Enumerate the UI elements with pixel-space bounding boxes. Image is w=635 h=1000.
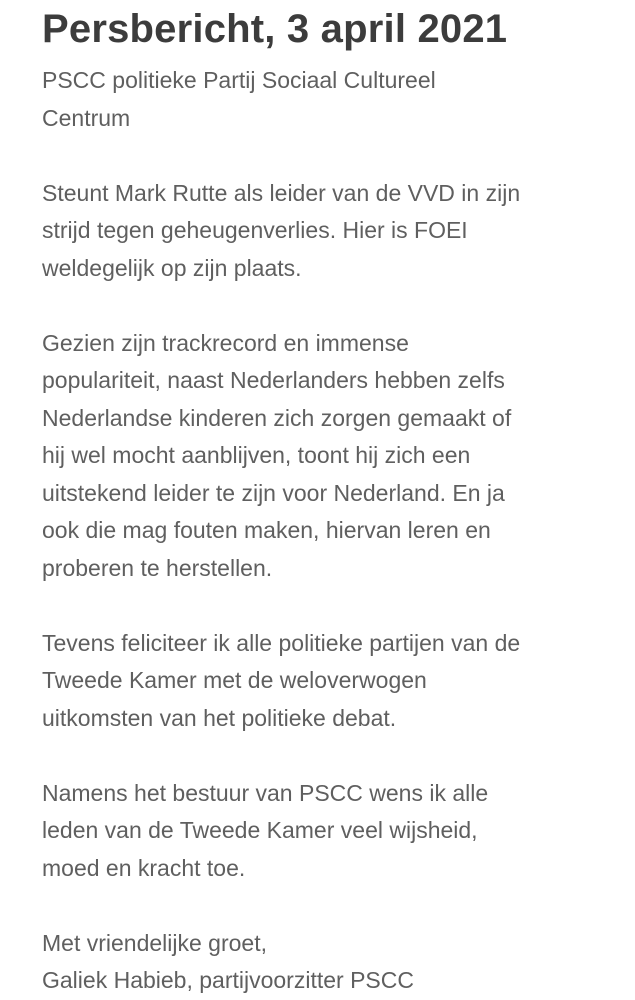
paragraph-trackrecord — [42, 325, 612, 588]
text-line: proberen te herstellen. — [42, 554, 273, 581]
closing-signature: Galiek Habieb, partijvoorzitter PSCC — [42, 967, 414, 993]
text-line: strijd tegen geheugenverlies. Hier is FOEI — [42, 217, 468, 243]
text-line: Tweede Kamer met de weloverwogen — [42, 667, 427, 693]
text-line: ook die mag fouten maken, hiervan leren en — [42, 517, 491, 543]
closing-greeting: Met vriendelijke groet, — [42, 929, 267, 956]
text-line: leden van de Tweede Kamer veel wijsheid, — [42, 817, 478, 843]
text-line: uitstekend leider te zijn voor Nederland. En ja — [42, 479, 505, 506]
press-release — [42, 0, 612, 1000]
text-line: Nederlandse kinderen zich zorgen gemaakt of — [42, 404, 512, 431]
text-line: hij wel mocht aanblijven, toont hij zich een — [42, 442, 471, 468]
text-line: Tevens feliciteer ik alle politieke partijen van de — [42, 629, 521, 656]
text-line: Gezien zijn trackrecord en immense — [42, 329, 409, 356]
text-line: Namens het bestuur van PSCC wens ik alle — [42, 779, 489, 806]
text-line: Steunt Mark Rutte als leider van de VVD in zijn — [42, 179, 521, 206]
text-line: uitkomsten van het politieke debat. — [42, 704, 397, 731]
closing — [42, 925, 612, 1000]
text-line: moed en kracht toe. — [42, 854, 246, 881]
text-line: populariteit, naast Nederlanders hebben zelfs — [42, 367, 505, 393]
text-line: weldegelijk op zijn plaats. — [42, 254, 302, 281]
page-title: Persbericht, 3 april 2021 — [42, 7, 508, 51]
paragraph-wishes — [42, 775, 612, 888]
paragraph-support — [42, 175, 612, 288]
organization-subtitle: PSCC politieke Partij Sociaal Cultureel Centrum — [42, 67, 436, 131]
paragraph-congratulations — [42, 625, 612, 738]
